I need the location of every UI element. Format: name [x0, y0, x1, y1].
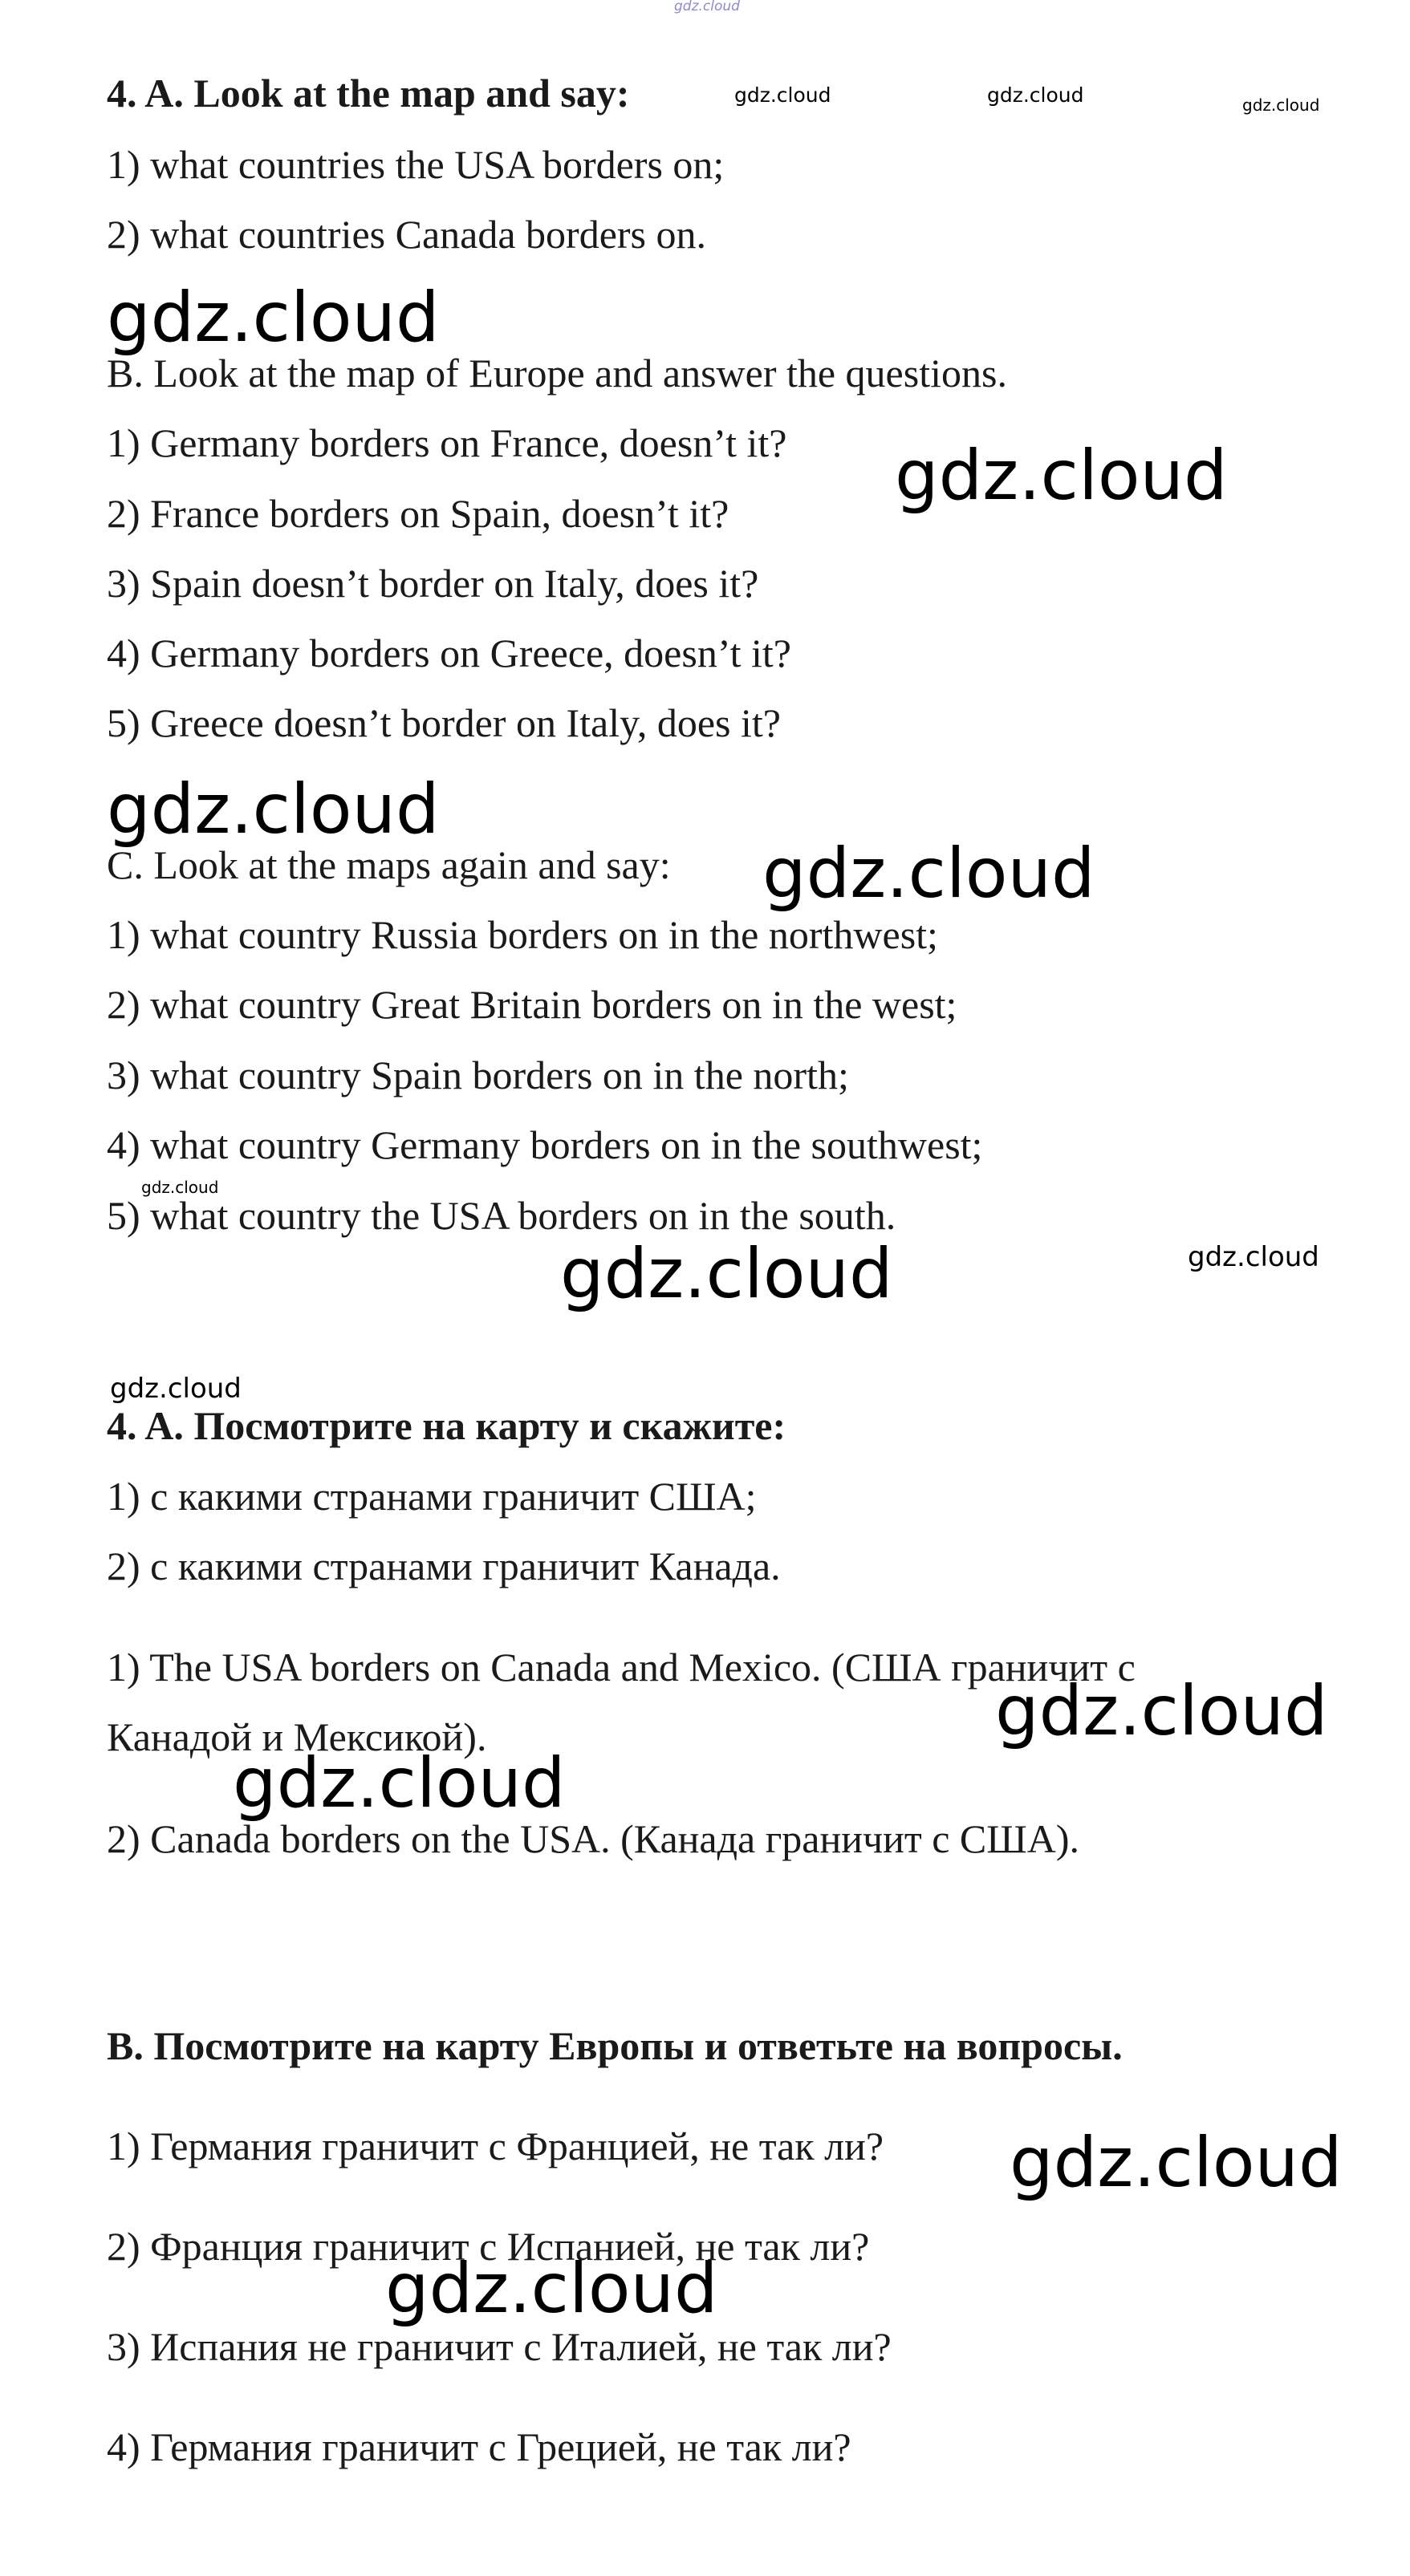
- list-item: 4) Germany borders on Greece, doesn’t it?: [107, 631, 791, 675]
- list-item: 1) Германия граничит с Францией, не так ли?: [107, 2124, 884, 2168]
- watermark: gdz.cloud: [734, 83, 831, 107]
- list-item: 4) what country Germany borders on in the southwest;: [107, 1122, 983, 1167]
- exercise-heading-ru: 4. A. Посмотрите на карту и скажите:: [107, 1403, 786, 1448]
- list-item: 1) Germany borders on France, doesn’t it?: [107, 420, 787, 465]
- list-item: 2) France borders on Spain, doesn’t it?: [107, 491, 729, 536]
- watermark: gdz.cloud: [560, 1234, 893, 1314]
- watermark: gdz.cloud: [1242, 95, 1320, 115]
- list-item: 3) Испания не граничит с Италией, не так ли?: [107, 2324, 892, 2369]
- exercise-heading-en: 4. A. Look at the map and say:: [107, 71, 630, 116]
- section-c-heading-en: C. Look at the maps again and say:: [107, 842, 671, 887]
- list-item: 3) Spain doesn’t border on Italy, does it?: [107, 561, 759, 606]
- watermark-top: gdz.cloud: [674, 0, 740, 14]
- list-item: 3) what country Spain borders on in the north;: [107, 1053, 849, 1097]
- section-b-heading-en: B. Look at the map of Europe and answer the questions.: [107, 351, 1007, 396]
- watermark: gdz.cloud: [141, 1178, 219, 1197]
- list-item: 2) Франция граничит с Испанией, не так ли?: [107, 2224, 870, 2269]
- answer-line: Канадой и Мексикой).: [107, 1714, 487, 1759]
- list-item: 1) what countries the USA borders on;: [107, 142, 725, 187]
- watermark: gdz.cloud: [1188, 1241, 1319, 1273]
- list-item: 4) Германия граничит с Грецией, не так ли?: [107, 2424, 851, 2469]
- list-item: 5) what country the USA borders on in the south.: [107, 1193, 896, 1238]
- list-item: 5) Greece doesn’t border on Italy, does it?: [107, 700, 781, 745]
- answer-line: 2) Canada borders on the USA. (Канада граничит с США).: [107, 1816, 1079, 1861]
- watermark: gdz.cloud: [895, 436, 1228, 516]
- list-item: 2) what country Great Britain borders on in the west;: [107, 982, 957, 1027]
- watermark: gdz.cloud: [110, 1373, 242, 1405]
- watermark: gdz.cloud: [987, 83, 1084, 107]
- list-item: 2) what countries Canada borders on.: [107, 212, 706, 257]
- list-item: 1) с какими странами граничит США;: [107, 1474, 757, 1519]
- list-item: 1) what country Russia borders on in the northwest;: [107, 912, 938, 957]
- watermark: gdz.cloud: [1010, 2123, 1343, 2203]
- list-item: 2) с какими странами граничит Канада.: [107, 1544, 781, 1588]
- watermark: gdz.cloud: [233, 1743, 566, 1823]
- watermark: gdz.cloud: [995, 1671, 1328, 1751]
- section-b-heading-ru: B. Посмотрите на карту Европы и ответьте на вопросы.: [107, 2023, 1123, 2068]
- answer-line: 1) The USA borders on Canada and Mexico. (США граничит с: [107, 1645, 1136, 1690]
- watermark: gdz.cloud: [762, 834, 1095, 914]
- watermark: gdz.cloud: [385, 2249, 718, 2329]
- watermark: gdz.cloud: [107, 278, 440, 358]
- watermark: gdz.cloud: [107, 769, 440, 850]
